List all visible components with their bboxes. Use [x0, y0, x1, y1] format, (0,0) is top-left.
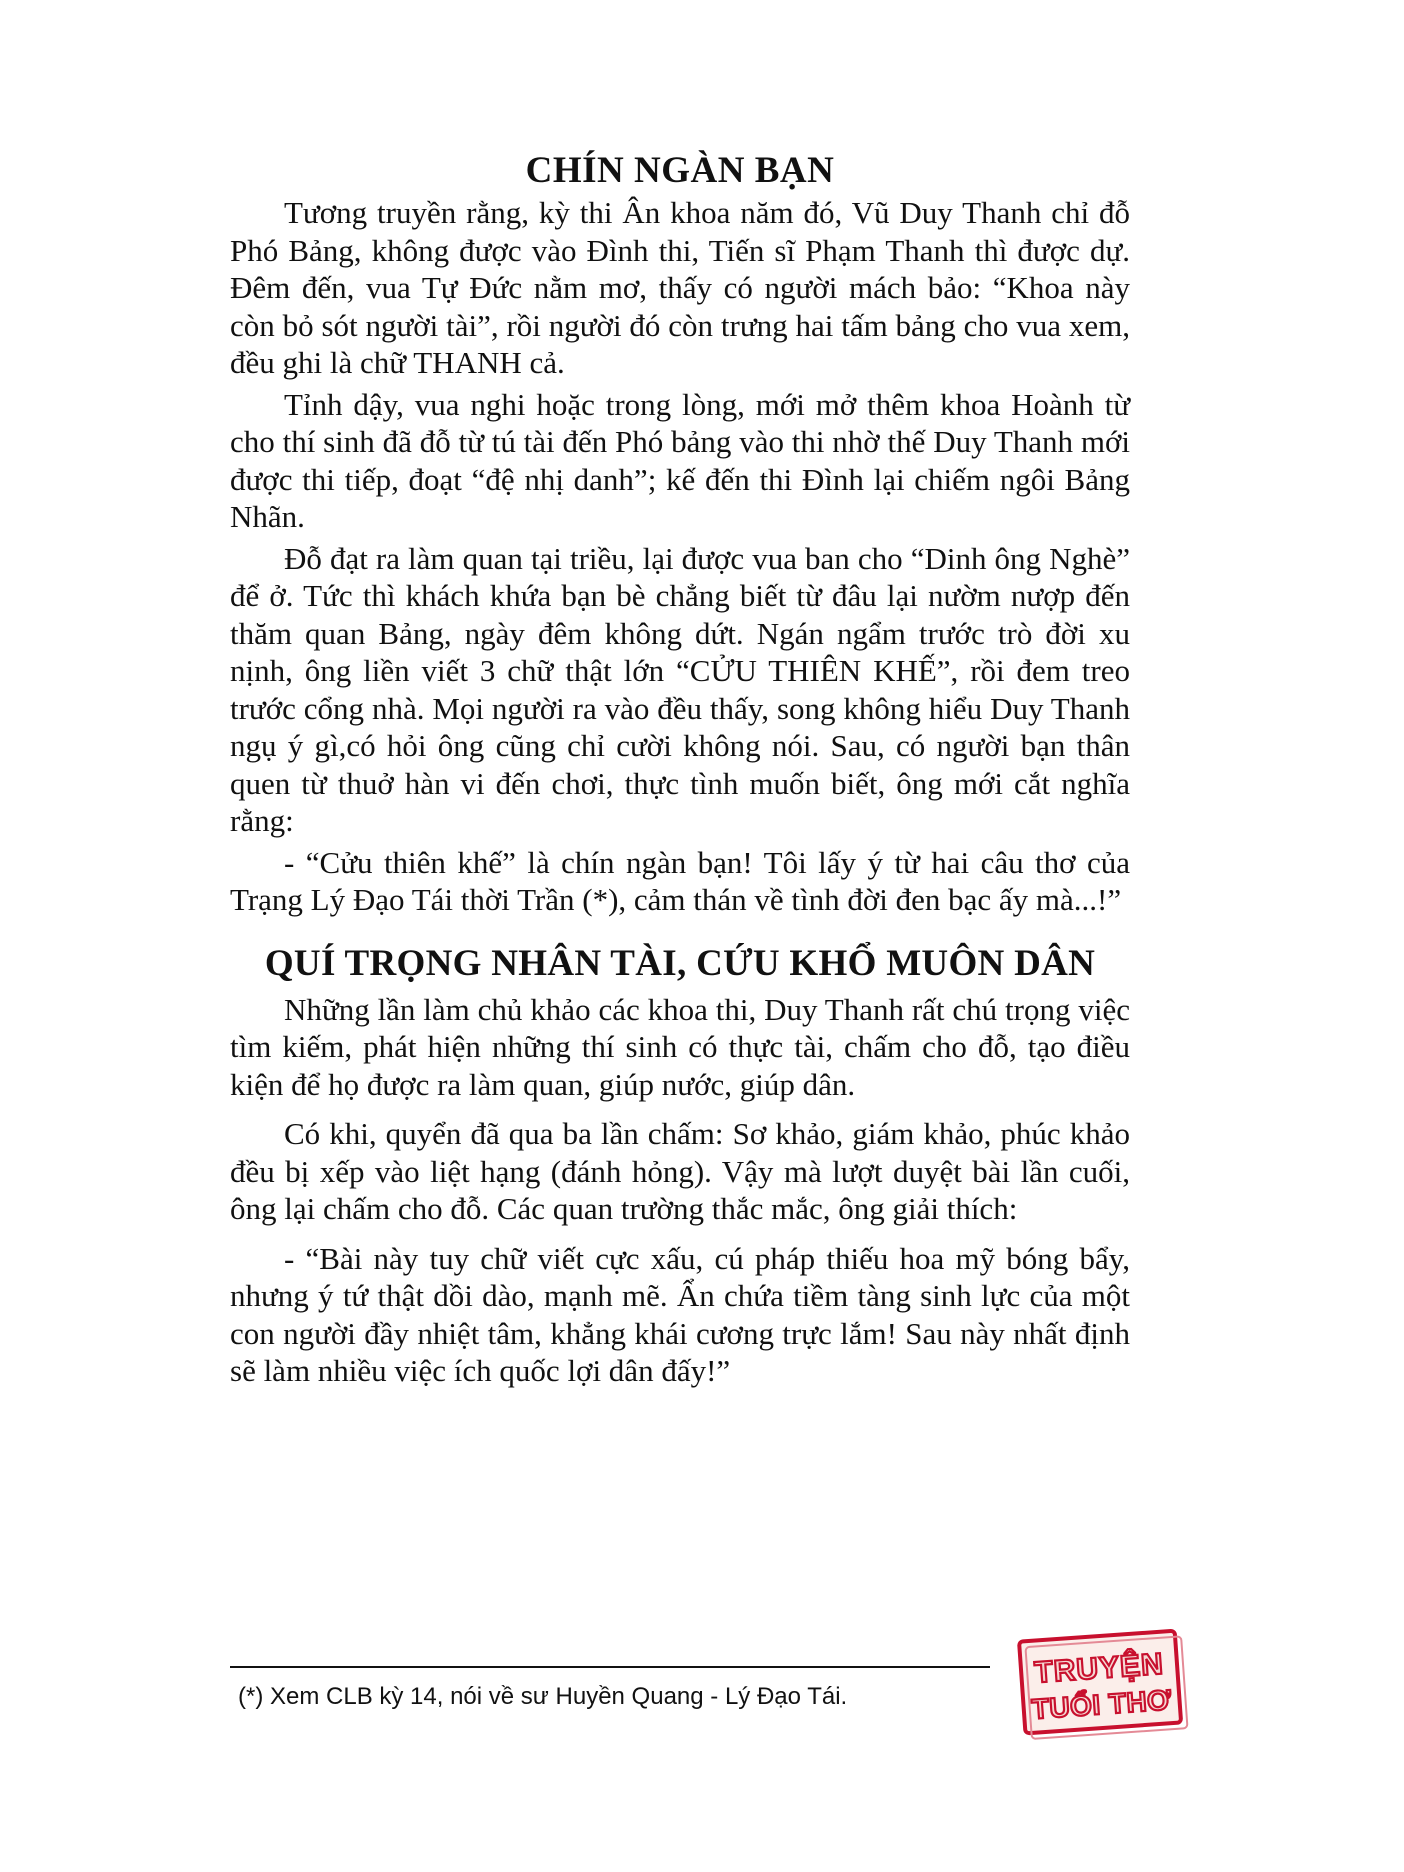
paragraph: Tương truyền rằng, kỳ thi Ân khoa năm đó, Vũ Duy Thanh chỉ đỗ Phó Bảng, không được vào Đình thi, Tiến sĩ Phạm Thanh thì được dự. Đêm đến, vua Tự Đức nằm mơ, thấy có người mách bảo: “Khoa này còn bỏ sót người tài”, rồi người đó còn trưng hai tấm bảng cho vua xem, đều ghi là chữ THANH cả. [230, 195, 1130, 380]
footnote: (*) Xem CLB kỳ 14, nói về sư Huyền Quang - Lý Đạo Tái. [238, 1683, 848, 1710]
text-column [230, 148, 1130, 1390]
section-title: QUÍ TRỌNG NHÂN TÀI, CỨU KHỔ MUÔN DÂN [264, 942, 1096, 984]
footnote-divider [230, 1666, 990, 1668]
logo-line-2: TUỔI THƠ [1030, 1684, 1173, 1725]
paragraph: - “Bài này tuy chữ viết cực xấu, cú pháp thiếu hoa mỹ bóng bẩy, nhưng ý tứ thật dồi dào, mạnh mẽ. Ẩn chứa tiềm tàng sinh lực của một con người đầy nhiệt tâm, khẳng khái cương trực lắm! Sau này nhất định sẽ làm nhiều việc ích quốc lợi dân đấy!” [230, 1240, 1130, 1388]
section-qui-trong-nhan-tai [230, 941, 1130, 1390]
section-title: CHÍN NGÀN BẠN [525, 150, 835, 191]
truyen-tuoi-tho-logo [1012, 1622, 1190, 1740]
paragraph: Có khi, quyển đã qua ba lần chấm: Sơ khảo, giám khảo, phúc khảo đều bị xếp vào liệt hạng (đánh hỏng). Vậy mà lượt duyệt bài lần cuối, ông lại chấm cho đỗ. Các quan trường thắc mắc, ông giải thích: [230, 1116, 1130, 1226]
paragraph: Đỗ đạt ra làm quan tại triều, lại được vua ban cho “Dinh ông Nghè” để ở. Tức thì khách khứa bạn bè chẳng biết từ đâu lại nườm nượp đến thăm quan Bảng, ngày đêm không dứt. Ngán ngẩm trước trò đời xu nịnh, ông liền viết 3 chữ thật lớn “CỬU THIÊN KHẾ”, rồi đem treo trước cổng nhà. Mọi người ra vào đều thấy, song không hiểu Duy Thanh ngụ ý gì,có hỏi ông cũng chỉ cười không nói. Sau, có người bạn thân quen từ thuở hàn vi đến chơi, thực tình muốn biết, ông mới cắt nghĩa rằng: [230, 540, 1130, 838]
paragraph: Những lần làm chủ khảo các khoa thi, Duy Thanh rất chú trọng việc tìm kiếm, phát hiện những thí sinh có thực tài, chấm cho đỗ, tạo điều kiện để họ được ra làm quan, giúp nước, giúp dân. [230, 991, 1130, 1102]
section-chin-ngan-ban [230, 148, 1130, 919]
logo-line-1: TRUYỆN [1033, 1647, 1165, 1690]
paragraph: - “Cửu thiên khế” là chín ngàn bạn! Tôi lấy ý từ hai câu thơ của Trạng Lý Đạo Tái thời Trần (*), cảm thán về tình đời đen bạc ấy mà...!” [230, 844, 1130, 917]
paragraph: Tỉnh dậy, vua nghi hoặc trong lòng, mới mở thêm khoa Hoành từ cho thí sinh đã đỗ từ tú tài đến Phó bảng vào thi nhờ thế Duy Thanh mới được thi tiếp, đoạt “đệ nhị danh”; kế đến thi Đình lại chiếm ngôi Bảng Nhãn. [230, 386, 1130, 534]
